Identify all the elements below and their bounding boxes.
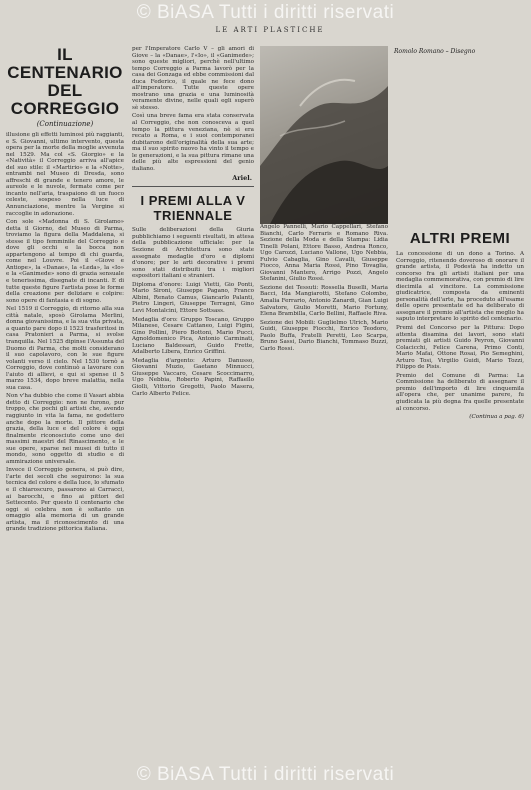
right-subcolumn-2 (396, 224, 524, 420)
running-header: LE ARTI PLASTICHE (215, 26, 325, 34)
left-paragraph-3: Nel 1519 il Correggio, di ritorno alla sua città natale, sposò Girolama Merlini, donna giovanissima, e la sua vita privata, a quanto pare dopo il 1523 trasferitosi in casa Pratonieri a Parma, si svolse tranquilla. Nel 1525 dipinse l'Assunta del Duomo di Parma, che molti considerano il suo capolavoro, con le sue figure volanti verso il cielo. Nel 1530 tornò a Correggio, dove continuò a lavorare con l'aiuto di allievi, e qui si spense il 5 marzo 1534, dopo breve malattia, nella sua casa. (6, 306, 124, 391)
article-headline (6, 46, 124, 118)
left-column (6, 46, 124, 758)
right-paragraph-5: Premi del Concorso per la Pittura: Dopo attenta disamina dei lavori, sono stati premiati gli artisti Guido Peyron, Giovanni Colacicchi, Felice Carena, Primo Conti, Mario Mafai, Ottone Rosai, Pio Semeghini, Arturo Tosi, Virgilio Guidi, Mario Tozzi, Filippo de Pisis. (396, 325, 524, 371)
right-paragraph-2: Sezione dei Tessuti: Rossella Buselli, Maria Bacci, Ida Mangiarotti, Stefano Colombo, Amalia Ferrario, Antonio Zanardi, Gian Luigi Salvatore, Giulio Moretti, Mario Fortuny, Elena Brambilla, Carlo Bellini, Raffaele Riva. (260, 284, 388, 318)
article-signature: Ariel. (232, 174, 252, 183)
left-paragraph-5: Invece il Correggio genera, si può dire, l'arte dei secoli che seguirono: la sua tecnica del colore e della luce, lo sfumato e il chiaroscuro, passarono ai Carracci, ai barocchi, e fino ai pittori del Settecento. Per questo il centenario che oggi si celebra non è soltanto un omaggio alla memoria di un grande artista, ma il riconoscimento di una grande tradizione pittorica italiana. (6, 467, 124, 533)
left-paragraph-4: Non v'ha dubbio che come il Vasari abbia detto di Correggio: non ne furono, pur troppo, che pochi gli artisti che, avendo raggiunto in vita la fama, ne godettero anche dopo la morte. Il pittore della grazia, della luce e del colore è oggi finalmente riconosciuto come uno dei massimi maestri del Rinascimento, e le sue opere, sparse nei musei di tutto il mondo, sono oggetto di studio e di ammirazione universale. (6, 393, 124, 465)
right-column (260, 46, 525, 758)
middle-paragraph-1: per l'Imperatore Carlo V – gli amori di Giove – la «Danae», l'«Io», il «Ganimede»; sono queste migliori, perchè nell'ultimo tempo Correggio a Parma lavorò per la casa dei Gonzaga ed ebbe commissioni dal duca Federico, il quale ne fece dono all'imperatore. Tutte queste opere mostrano una grazia e una luminosità veramente divine, nelle quali egli superò sè stesso. (132, 46, 254, 111)
watermark-bottom: © BiASA Tutti i diritti riservati (136, 764, 395, 785)
right-paragraph-1: Angelo Pannelli, Mario Cappellari, Stefano Bianchi, Carlo Ferraris e Romano Riva. Sezione della Moda e della Stampa: Lidia Tinelli Polani, Ettore Basso, Andrea Ronco, Ugo Carozzi, Luciano Vallone, Ugo Nebbia, Fulvio Cabaglia, Gino Cavalli, Giuseppe Fiocco, Anna Maria Rossi, Pino Tovaglia, Giovanni Mantero, Arrigo Pozzi, Angelo Stefanini, Giulio Rossi. (260, 224, 388, 283)
section-title-triennale: I PREMI ALLA V TRIENNALE (140, 193, 246, 224)
right-text-columns (260, 224, 525, 420)
watermark-top: © BiASA Tutti i diritti riservati (136, 2, 395, 23)
right-subcolumn-1 (260, 224, 388, 420)
headline-line-1: IL CENTENARIO (7, 46, 123, 82)
illustration-row (260, 46, 525, 224)
right-paragraph-3: Sezione dei Mobili: Guglielmo Ulrich, Mario Guidi, Giuseppe Fiocchi, Enrico Teodoro, Paolo Buffa, Fratelli Peretti, Leo Scarpa, Bruno Sassi, Dario Bianchi, Tommaso Buzzi, Carlo Rossi. (260, 319, 388, 352)
drawing-image (260, 46, 388, 224)
headline-line-2: DEL CORREGGIO (10, 81, 120, 118)
middle-paragraph-6: Medaglia d'argento: Arturo Danusso, Giovanni Muzio, Gaetano Minnucci, Giuseppe Vaccaro, Cesare Scoccimarro, Ugo Nebbia, Roberto Papini, Raffaello Giolli, Vittorio Gregotti, Paolo Masera, Carlo Alberto Felice. (132, 357, 254, 397)
left-paragraph-2: Con sole «Madonna di S. Girolamo» detta il Giorno, del Museo di Parma, troviamo la figura della Maddalena, si stesse il tipo femminile del Correggio e dove gli occhi e la bocca non appartengono al tempo di chi guarda, come nel Louvre. Poi il «Giove e Antiope», la «Danae», la «Leda», la «Io» e la «Ganimede» sono di grazia sensuale e tenerissima, disegnate di incanti. E di tutte queste figure l'artista pose le forme della creazione per deliziare e colpire: sono opere di fantasia e di sogno. (6, 219, 124, 304)
illustration-caption: Romolo Romano – Disegno (394, 48, 476, 55)
left-paragraph-1: illusione gli effetti luminosi più raggianti, e S. Giovanni, ultimo intervento, questa opera per la morte della moglie avvenuta nel 1529. Ma col «S. Giorgio» e la «Natività» il Correggio arriva all'apice del suo stile: il «Martirio» e la «Notte», entrambi nel Museo di Dresda, sono affreschi di grande e tenero amore, le aureole e le nuvole, fermate come per incanto nell'aria, traspaiono di un fuoco celeste, sospeso nella luce di Annunciazione, mentre la Vergine si raccoglie in adorazione. (6, 132, 124, 217)
right-paragraph-4: La concessione di un dono a Torino. A Correggio, ritenendo doveroso di onorare il grande artista, il Podestà ha indetto un concorso fra gli artisti italiani per una medaglia commemorativa, con premio di lire diecimila al vincitore. La commissione giudicatrice, composta da eminenti personalità dell'arte, ha proceduto all'esame delle opere presentate ed ha deliberato di assegnare il premio all'artista che meglio ha saputo interpretare lo spirito del centenario. (396, 251, 524, 323)
right-paragraph-6: Premio del Comune di Parma: La Commissione ha deliberato di assegnare il premio dell'importo di lire cinquemila all'opera che, per unanime parere, fu giudicata la più degna fra quelle presentate al concorso. (396, 372, 524, 412)
article-subtitle: (Continuazione) (36, 120, 94, 128)
middle-paragraph-2: Così una breve fama era stata conservata al Correggio, che non conosceva a quel tempo la pittura veneziana, nè si era recato a Roma, e i suoi contemporanei dubitarono dell'originalità della sua arte; ma il suo spirito nuovo ha vinto il tempo e le generazioni, e la sua pittura rimane una delle più alte espressioni del genio italiano. (132, 113, 254, 172)
drawing-illustration (260, 46, 388, 224)
section-title-altri-premi: ALTRI PREMI (409, 230, 511, 247)
divider (132, 186, 254, 187)
middle-paragraph-4: Diploma d'onore: Luigi Vietti, Gio Ponti, Mario Sironi, Giuseppe Pagano, Franco Albini, Renato Camus, Giancarlo Palanti, Pietro Lingeri, Giuseppe Terragni, Gino Levi Montalcini, Ettore Sottsass. (132, 281, 254, 314)
caption-column (394, 46, 524, 61)
middle-column (132, 46, 254, 758)
continued-note: (Continua a pag. 6) (469, 414, 524, 421)
middle-paragraph-5: Medaglia d'oro: Gruppo Toscano, Gruppo Milanese, Cesare Cattaneo, Luigi Figini, Gino Pollini, Piero Bottoni, Mario Pucci, Agnoldomenico Pica, Antonio Carminati, Luciano Baldessari, Guido Frette, Adalberto Libera, Enrico Griffini. (132, 316, 254, 356)
middle-paragraph-3: Sulle deliberazioni della Giuria pubblichiamo i seguenti risultati, in attesa della pubblicazione ufficiale: per la Sezione di Architettura sono state assegnate medaglie d'oro e diplomi d'onore; per le arti decorative i premi sono stati distribuiti tra i migliori espositori italiani e stranieri. (132, 227, 254, 280)
